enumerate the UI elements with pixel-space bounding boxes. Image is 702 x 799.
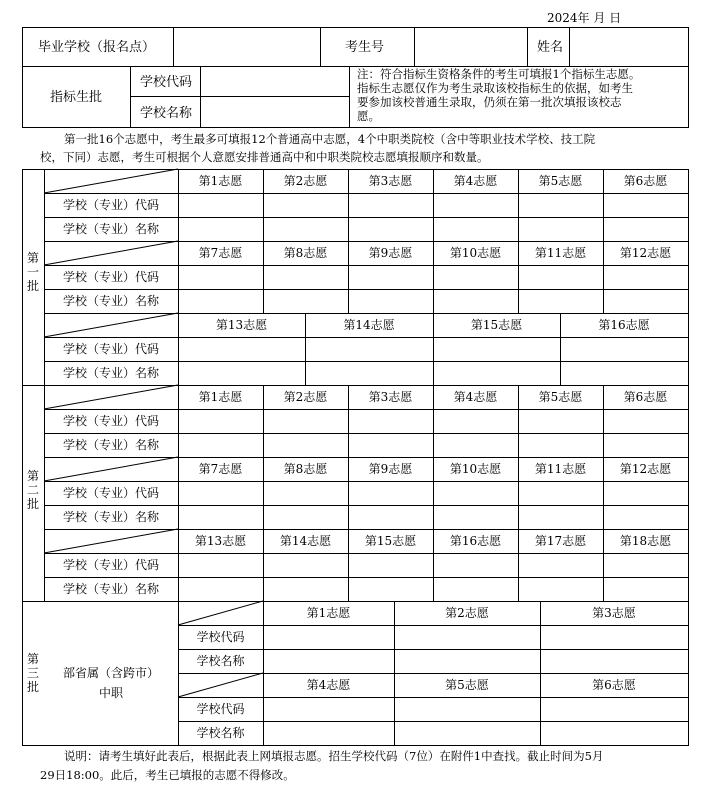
batch2-group3-code-label: 学校（专业）代码: [62, 558, 159, 572]
batch3-group1-header-1: 第1志愿: [306, 606, 351, 620]
batch2-group3-name-cell-6[interactable]: [604, 578, 688, 601]
batch1-group3-name-cell-4[interactable]: [561, 362, 688, 385]
batch3-group2-code-label: 学校代码: [196, 702, 245, 716]
batch2-group1-header-3: 第3志愿: [368, 390, 413, 404]
batch1-group2-code-cell-3[interactable]: [349, 266, 433, 289]
batch2-group3-code-cell-4[interactable]: [434, 554, 518, 577]
batch2-group1-name-cell-6[interactable]: [604, 434, 688, 457]
batch1-group1-name-label: 学校（专业）名称: [62, 222, 159, 236]
batch3-group2-name-cell-1[interactable]: [264, 722, 394, 745]
batch3-group1-code-cell-3[interactable]: [541, 626, 688, 649]
batch3-group1-name-cell-2[interactable]: [395, 650, 540, 673]
quota-batch-label: 指标生批: [50, 90, 103, 105]
batch2-group1-header-6: 第6志愿: [623, 390, 668, 404]
batch3-group1-header-3: 第3志愿: [592, 606, 636, 620]
batch1-group2-name-cell-3[interactable]: [349, 290, 433, 313]
intro-line-2: 校，下同）志愿，考生可根据个人意愿安排普通高中和中职类院校志愿填报顺序和数量。: [40, 150, 489, 164]
batch1-group1-header-1: 第1志愿: [198, 174, 243, 188]
batch2-group1-name-label: 学校（专业）名称: [62, 438, 159, 452]
batch2-group3-code-cell-6[interactable]: [604, 554, 688, 577]
batch1-group3-header-3: 第15志愿: [470, 318, 523, 332]
batch1-group1-header-4: 第4志愿: [453, 174, 498, 188]
batch3-group1-code-cell-2[interactable]: [395, 626, 540, 649]
batch1-group1-code-cell-3[interactable]: [349, 194, 433, 217]
batch3-group2-header-1: 第4志愿: [306, 678, 351, 692]
batch1-group3-name-cell-1[interactable]: [179, 362, 305, 385]
batch2-group1-code-cell-2[interactable]: [264, 410, 348, 433]
batch1-title: 第 一 批: [26, 251, 39, 293]
batch1-group2-header-2: 第8志愿: [283, 246, 328, 260]
batch1-group1-name-cell-2[interactable]: [264, 218, 348, 241]
quota-note-line-4: 愿。: [357, 109, 380, 123]
batch1-group3-name-label: 学校（专业）名称: [62, 366, 159, 380]
batch3-group2-name-cell-2[interactable]: [395, 722, 540, 745]
batch2-group2-code-cell-2[interactable]: [264, 482, 348, 505]
batch2-group2-name-cell-6[interactable]: [604, 506, 688, 529]
batch1-group1-code-cell-2[interactable]: [264, 194, 348, 217]
batch1-group1-code-cell-4[interactable]: [434, 194, 518, 217]
quota-note-line-3: 要参加该校普通生录取，仍须在第一批次填报该校志: [357, 95, 622, 109]
batch2-group2-header-4: 第10志愿: [449, 462, 502, 476]
date-line: 2024年 月 日: [547, 11, 622, 25]
batch2-group3-code-cell-1[interactable]: [179, 554, 263, 577]
batch2-group3-header-2: 第14志愿: [279, 534, 332, 548]
batch1-group3-code-label: 学校（专业）代码: [62, 342, 159, 356]
batch2-group2-name-cell-1[interactable]: [179, 506, 263, 529]
batch1-group2-header-4: 第10志愿: [449, 246, 502, 260]
batch2-group1-code-cell-3[interactable]: [349, 410, 433, 433]
batch2-group1-name-cell-3[interactable]: [349, 434, 433, 457]
batch1-group2-name-cell-1[interactable]: [179, 290, 263, 313]
batch2-group2-code-cell-1[interactable]: [179, 482, 263, 505]
batch2-group2-code-cell-6[interactable]: [604, 482, 688, 505]
batch2-group3-code-cell-2[interactable]: [264, 554, 348, 577]
batch3-group2-code-cell-1[interactable]: [264, 698, 394, 721]
batch1-group2-name-cell-5[interactable]: [519, 290, 603, 313]
quota-note-line-2: 指标生志愿仅作为考生录取该校指标生的依据，如考生: [357, 81, 633, 95]
batch3-group2-code-cell-3[interactable]: [541, 698, 688, 721]
batch2-group3-code-cell-5[interactable]: [519, 554, 603, 577]
batch1-group1-name-cell-6[interactable]: [604, 218, 688, 241]
batch2-group1-name-cell-2[interactable]: [264, 434, 348, 457]
batch2-group3-name-cell-1[interactable]: [179, 578, 263, 601]
batch2-group2-header-6: 第12志愿: [619, 462, 672, 476]
batch1-group2-code-label: 学校（专业）代码: [62, 270, 159, 284]
batch2-group2-code-cell-3[interactable]: [349, 482, 433, 505]
batch1-group3-header-4: 第16志愿: [598, 318, 650, 332]
batch2-group3-name-cell-5[interactable]: [519, 578, 603, 601]
exam-no-label: 考生号: [345, 40, 385, 55]
batch1-group2-code-cell-5[interactable]: [519, 266, 603, 289]
batch1-group3-code-cell-4[interactable]: [561, 338, 688, 361]
batch1-group2-name-cell-4[interactable]: [434, 290, 518, 313]
batch2-title: 第 二 批: [26, 469, 39, 511]
batch3-group1-name-label: 学校名称: [196, 654, 245, 668]
batch1-group1-code-cell-5[interactable]: [519, 194, 603, 217]
batch1-group3-code-cell-2[interactable]: [306, 338, 433, 361]
batch1-group1-name-cell-1[interactable]: [179, 218, 263, 241]
batch2-group2-code-label: 学校（专业）代码: [62, 486, 159, 500]
batch3-group2-header-2: 第5志愿: [445, 678, 489, 692]
batch1-group1-code-cell-1[interactable]: [179, 194, 263, 217]
batch1-group2-code-cell-2[interactable]: [264, 266, 348, 289]
batch2-group2-name-cell-3[interactable]: [349, 506, 433, 529]
batch3-group2-header-3: 第6志愿: [592, 678, 636, 692]
school-label: 毕业学校（报名点）: [38, 40, 156, 55]
batch3-group2-code-cell-2[interactable]: [395, 698, 540, 721]
batch1-group1-name-cell-5[interactable]: [519, 218, 603, 241]
batch2-group1-code-cell-1[interactable]: [179, 410, 263, 433]
batch2-group3-code-cell-3[interactable]: [349, 554, 433, 577]
batch2-group1-name-cell-1[interactable]: [179, 434, 263, 457]
batch3-category-line-1: 部省属（含跨市）: [62, 666, 159, 680]
batch3-title: 第 三 批: [26, 652, 39, 694]
batch2-group1-code-label: 学校（专业）代码: [62, 414, 159, 428]
batch3-category-line-2: 中职: [98, 686, 123, 700]
batch1-group2-name-label: 学校（专业）名称: [62, 294, 159, 308]
batch2-group1-code-cell-4[interactable]: [434, 410, 518, 433]
batch2-group2-name-label: 学校（专业）名称: [62, 510, 159, 524]
batch2-group2-code-cell-4[interactable]: [434, 482, 518, 505]
batch2-group3-header-1: 第13志愿: [194, 534, 247, 548]
batch2-group3-header-6: 第18志愿: [619, 534, 672, 548]
batch2-group1-code-cell-6[interactable]: [604, 410, 688, 433]
batch2-group3-name-label: 学校（专业）名称: [62, 582, 159, 596]
batch2-group3-name-cell-4[interactable]: [434, 578, 518, 601]
name-label: 姓名: [537, 40, 564, 55]
batch1-group2-name-cell-2[interactable]: [264, 290, 348, 313]
quota-name-label: 学校名称: [140, 106, 193, 121]
batch2-group2-code-cell-5[interactable]: [519, 482, 603, 505]
batch2-group3-header-4: 第16志愿: [449, 534, 502, 548]
batch1-group2-name-cell-6[interactable]: [604, 290, 688, 313]
footer-line-1: 说明：请考生填好此表后，根据此表上网填报志愿。招生学校代码（7位）在附件1中查找。截止时间为5月: [64, 749, 604, 763]
batch1-group3-code-cell-3[interactable]: [434, 338, 560, 361]
batch1-group3-header-1: 第13志愿: [215, 318, 268, 332]
batch1-group3-header-2: 第14志愿: [343, 318, 395, 332]
batch3-group2-name-cell-3[interactable]: [541, 722, 688, 745]
batch1-group2-header-3: 第9志愿: [368, 246, 413, 260]
batch1-group3-code-cell-1[interactable]: [179, 338, 305, 361]
batch2-group2-name-cell-4[interactable]: [434, 506, 518, 529]
batch2-group1-header-5: 第5志愿: [538, 390, 583, 404]
quota-code-label: 学校代码: [140, 75, 193, 90]
batch1-group2-header-1: 第7志愿: [198, 246, 243, 260]
batch2-group2-name-cell-2[interactable]: [264, 506, 348, 529]
batch3-group1-name-cell-1[interactable]: [264, 650, 394, 673]
batch1-group1-name-cell-4[interactable]: [434, 218, 518, 241]
batch2-group2-name-cell-5[interactable]: [519, 506, 603, 529]
batch2-group2-header-3: 第9志愿: [368, 462, 413, 476]
batch3-group1-name-cell-3[interactable]: [541, 650, 688, 673]
batch1-group1-code-label: 学校（专业）代码: [62, 198, 159, 212]
batch2-group1-header-1: 第1志愿: [198, 390, 243, 404]
batch1-group1-code-cell-6[interactable]: [604, 194, 688, 217]
batch3-group1-header-2: 第2志愿: [445, 606, 489, 620]
quota-note-line-1: 注：符合指标生资格条件的考生可填报1个指标生志愿。: [357, 67, 641, 81]
batch3-group2-name-label: 学校名称: [196, 726, 245, 740]
batch2-group3-name-cell-2[interactable]: [264, 578, 348, 601]
batch1-group2-code-cell-4[interactable]: [434, 266, 518, 289]
batch1-group2-code-cell-1[interactable]: [179, 266, 263, 289]
batch1-group2-header-5: 第11志愿: [534, 246, 587, 260]
batch2-group2-header-1: 第7志愿: [198, 462, 243, 476]
batch1-group1-header-5: 第5志愿: [538, 174, 583, 188]
batch2-group2-header-5: 第11志愿: [534, 462, 587, 476]
batch1-group2-header-6: 第12志愿: [619, 246, 672, 260]
batch1-group2-code-cell-6[interactable]: [604, 266, 688, 289]
batch3-group1-code-label: 学校代码: [196, 630, 245, 644]
footer-line-2: 29日18:00。此后，考生已填报的志愿不得修改。: [40, 768, 295, 782]
batch2-group2-header-2: 第8志愿: [283, 462, 328, 476]
batch2-group3-header-3: 第15志愿: [364, 534, 417, 548]
batch2-group1-code-cell-5[interactable]: [519, 410, 603, 433]
batch1-group1-header-3: 第3志愿: [368, 174, 413, 188]
intro-line-1: 第一批16个志愿中，考生最多可填报12个普通高中志愿，4个中职类院校（含中等职业技术学校、技工院: [64, 132, 596, 146]
batch1-group1-name-cell-3[interactable]: [349, 218, 433, 241]
batch2-group1-header-4: 第4志愿: [453, 390, 498, 404]
batch1-group1-header-2: 第2志愿: [283, 174, 328, 188]
batch3-group1-code-cell-1[interactable]: [264, 626, 394, 649]
batch2-group1-name-cell-4[interactable]: [434, 434, 518, 457]
batch1-group3-name-cell-2[interactable]: [306, 362, 433, 385]
batch2-group1-header-2: 第2志愿: [283, 390, 328, 404]
batch2-group1-name-cell-5[interactable]: [519, 434, 603, 457]
batch1-group3-name-cell-3[interactable]: [434, 362, 560, 385]
batch2-group3-header-5: 第17志愿: [534, 534, 587, 548]
batch2-group3-name-cell-3[interactable]: [349, 578, 433, 601]
batch1-group1-header-6: 第6志愿: [623, 174, 668, 188]
